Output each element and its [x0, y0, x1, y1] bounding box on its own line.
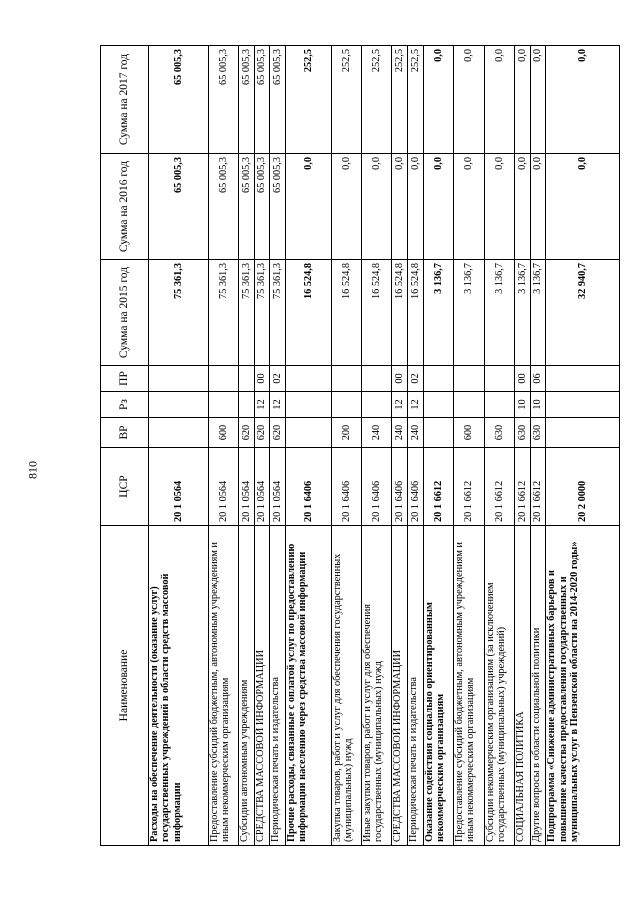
row-pr: 00	[254, 366, 270, 392]
row-sum-2017: 252,5	[392, 46, 408, 154]
row-sum-2015: 3 136,7	[484, 260, 514, 366]
table-row	[454, 46, 484, 846]
row-rz	[239, 392, 255, 418]
row-sum-2017: 65 005,3	[149, 46, 209, 154]
row-sum-2016: 0,0	[285, 154, 331, 260]
table-row	[530, 46, 546, 846]
row-vr: 600	[454, 418, 484, 448]
table-row	[515, 46, 531, 846]
row-sum-2017: 252,5	[408, 46, 424, 154]
page-number: 810	[25, 461, 40, 479]
row-pr	[546, 366, 620, 392]
row-name: Предоставление субсидий бюджетным, автономным учреждениям и иным некоммерческим организациям	[208, 526, 238, 846]
table-row	[392, 46, 408, 846]
header-vr: ВР	[101, 418, 149, 448]
header-sum-2015: Сумма на 2015 год	[101, 260, 149, 366]
row-pr: 06	[530, 366, 546, 392]
header-sum-2017: Сумма на 2017 год	[101, 46, 149, 154]
row-sum-2016: 65 005,3	[239, 154, 255, 260]
table-row	[546, 46, 620, 846]
row-csr: 20 1 0564	[149, 448, 209, 526]
table-row	[423, 46, 453, 846]
row-rz	[546, 392, 620, 418]
row-csr: 20 1 6612	[530, 448, 546, 526]
row-name: СРЕДСТВА МАССОВОЙ ИНФОРМАЦИИ	[254, 526, 270, 846]
row-name: Периодическая печать и издательства	[270, 526, 286, 846]
row-pr	[362, 366, 392, 392]
row-vr: 620	[254, 418, 270, 448]
row-rz	[423, 392, 453, 418]
row-sum-2016: 65 005,3	[270, 154, 286, 260]
row-sum-2016: 0,0	[546, 154, 620, 260]
row-sum-2017: 0,0	[454, 46, 484, 154]
rotated-table-wrapper	[100, 46, 620, 846]
row-sum-2015: 32 940,7	[546, 260, 620, 366]
table-row	[331, 46, 361, 846]
row-sum-2017: 65 005,3	[239, 46, 255, 154]
row-name: Субсидии некоммерческим организациям (за исключением государственных (муниципальных) учреждений)	[484, 526, 514, 846]
row-name: Оказание содействия социально ориентированным некоммерческим организациям	[423, 526, 453, 846]
row-rz	[484, 392, 514, 418]
row-pr	[423, 366, 453, 392]
budget-table	[100, 45, 620, 846]
row-vr: 600	[208, 418, 238, 448]
row-rz	[362, 392, 392, 418]
row-csr: 20 2 0000	[546, 448, 620, 526]
row-pr	[239, 366, 255, 392]
row-name: Другие вопросы в области социальной политики	[530, 526, 546, 846]
table-row	[239, 46, 255, 846]
table-row	[408, 46, 424, 846]
row-sum-2016: 0,0	[392, 154, 408, 260]
row-sum-2016: 0,0	[484, 154, 514, 260]
row-vr	[423, 418, 453, 448]
table-row	[270, 46, 286, 846]
row-rz: 10	[530, 392, 546, 418]
row-name: СРЕДСТВА МАССОВОЙ ИНФОРМАЦИИ	[392, 526, 408, 846]
row-csr: 20 1 6612	[515, 448, 531, 526]
row-name: Периодическая печать и издательства	[408, 526, 424, 846]
row-sum-2016: 65 005,3	[149, 154, 209, 260]
row-sum-2016: 65 005,3	[254, 154, 270, 260]
row-vr: 630	[530, 418, 546, 448]
row-pr	[208, 366, 238, 392]
row-pr	[149, 366, 209, 392]
row-csr: 20 1 6612	[454, 448, 484, 526]
row-csr: 20 1 0564	[208, 448, 238, 526]
row-name: Субсидии автономным учреждениям	[239, 526, 255, 846]
row-sum-2017: 65 005,3	[270, 46, 286, 154]
row-pr	[285, 366, 331, 392]
row-pr: 02	[270, 366, 286, 392]
row-vr: 240	[408, 418, 424, 448]
row-sum-2017: 0,0	[530, 46, 546, 154]
row-pr: 02	[408, 366, 424, 392]
row-sum-2016: 0,0	[362, 154, 392, 260]
header-name: Наименование	[101, 526, 149, 846]
row-csr: 20 1 6406	[362, 448, 392, 526]
row-name: Подпрограмма «Снижение административных барьеров и повышение качества предоставления государственных и муниципальных услуг в Пензенской области на 2014-2020 годы»	[546, 526, 620, 846]
row-rz	[454, 392, 484, 418]
row-vr: 620	[270, 418, 286, 448]
row-sum-2017: 0,0	[515, 46, 531, 154]
row-sum-2016: 0,0	[515, 154, 531, 260]
row-sum-2016: 0,0	[408, 154, 424, 260]
row-csr: 20 1 6406	[285, 448, 331, 526]
row-rz: 10	[515, 392, 531, 418]
row-vr: 620	[239, 418, 255, 448]
row-name: Предоставление субсидий бюджетным, автономным учреждениям и иным некоммерческим организациям	[454, 526, 484, 846]
row-sum-2016: 0,0	[530, 154, 546, 260]
row-pr	[484, 366, 514, 392]
row-sum-2017: 0,0	[484, 46, 514, 154]
row-vr: 240	[362, 418, 392, 448]
table-header-row	[101, 46, 149, 846]
row-sum-2017: 0,0	[423, 46, 453, 154]
table-row	[254, 46, 270, 846]
row-rz: 12	[254, 392, 270, 418]
row-sum-2015: 3 136,7	[423, 260, 453, 366]
row-csr: 20 1 0564	[270, 448, 286, 526]
row-sum-2016: 0,0	[331, 154, 361, 260]
row-sum-2015: 16 524,8	[362, 260, 392, 366]
row-csr: 20 1 6406	[392, 448, 408, 526]
row-sum-2017: 65 005,3	[208, 46, 238, 154]
header-sum-2016: Сумма на 2016 год	[101, 154, 149, 260]
row-vr	[546, 418, 620, 448]
row-sum-2016: 0,0	[423, 154, 453, 260]
row-pr: 00	[515, 366, 531, 392]
row-sum-2015: 16 524,8	[331, 260, 361, 366]
table-row	[208, 46, 238, 846]
header-pr: ПР	[101, 366, 149, 392]
row-name: Расходы на обеспечение деятельности (оказание услуг) государственных учреждений в области средств массовой информации	[149, 526, 209, 846]
row-sum-2015: 3 136,7	[515, 260, 531, 366]
row-sum-2015: 3 136,7	[454, 260, 484, 366]
row-sum-2016: 0,0	[454, 154, 484, 260]
row-vr: 200	[331, 418, 361, 448]
row-sum-2017: 252,5	[285, 46, 331, 154]
row-name: Закупка товаров, работ и услуг для обеспечения государственных (муниципальных) нужд	[331, 526, 361, 846]
row-pr: 00	[392, 366, 408, 392]
row-sum-2015: 75 361,3	[254, 260, 270, 366]
row-pr	[331, 366, 361, 392]
row-vr: 240	[392, 418, 408, 448]
row-csr: 20 1 6612	[423, 448, 453, 526]
header-csr: ЦСР	[101, 448, 149, 526]
table-body	[149, 46, 620, 846]
header-rz: Рз	[101, 392, 149, 418]
row-sum-2015: 16 524,8	[408, 260, 424, 366]
row-rz: 12	[270, 392, 286, 418]
row-pr	[454, 366, 484, 392]
row-rz: 12	[392, 392, 408, 418]
row-vr: 630	[515, 418, 531, 448]
row-sum-2015: 75 361,3	[239, 260, 255, 366]
table-row	[362, 46, 392, 846]
row-rz: 12	[408, 392, 424, 418]
row-rz	[331, 392, 361, 418]
row-rz	[285, 392, 331, 418]
row-sum-2017: 252,5	[331, 46, 361, 154]
row-csr: 20 1 0564	[254, 448, 270, 526]
row-sum-2015: 3 136,7	[530, 260, 546, 366]
row-sum-2015: 16 524,8	[392, 260, 408, 366]
table-row	[285, 46, 331, 846]
row-sum-2015: 75 361,3	[208, 260, 238, 366]
row-name: СОЦИАЛЬНАЯ ПОЛИТИКА	[515, 526, 531, 846]
row-rz	[149, 392, 209, 418]
row-name: Прочие расходы, связанные с оплатой услуг по предоставлению информации населению через средства массовой информации	[285, 526, 331, 846]
table-row	[484, 46, 514, 846]
row-vr	[149, 418, 209, 448]
row-vr	[285, 418, 331, 448]
row-sum-2017: 0,0	[546, 46, 620, 154]
row-sum-2017: 252,5	[362, 46, 392, 154]
row-sum-2015: 75 361,3	[149, 260, 209, 366]
row-sum-2015: 16 524,8	[285, 260, 331, 366]
row-rz	[208, 392, 238, 418]
table-row	[149, 46, 209, 846]
row-csr: 20 1 6406	[331, 448, 361, 526]
row-csr: 20 1 6612	[484, 448, 514, 526]
row-sum-2017: 65 005,3	[254, 46, 270, 154]
row-csr: 20 1 6406	[408, 448, 424, 526]
row-sum-2015: 75 361,3	[270, 260, 286, 366]
row-name: Иные закупки товаров, работ и услуг для обеспечения государственных (муниципальных) нужд	[362, 526, 392, 846]
row-vr: 630	[484, 418, 514, 448]
row-sum-2016: 65 005,3	[208, 154, 238, 260]
row-csr: 20 1 0564	[239, 448, 255, 526]
